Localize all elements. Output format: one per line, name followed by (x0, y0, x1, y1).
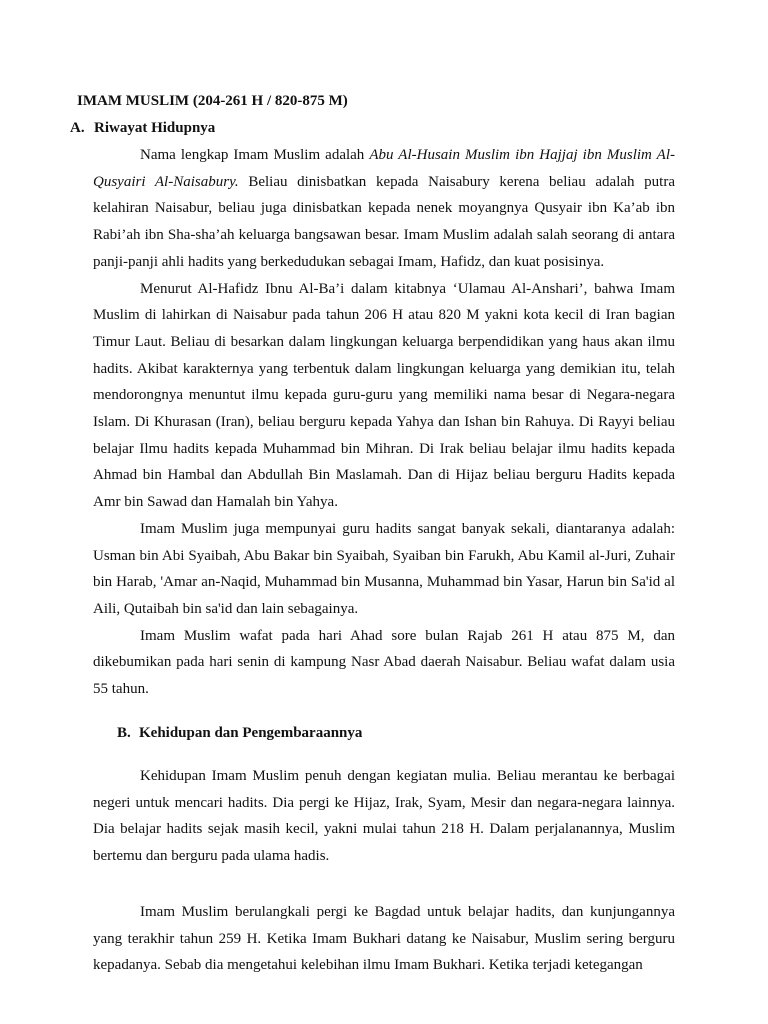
paragraph-b2: Imam Muslim berulangkali pergi ke Bagdad untuk belajar hadits, dan kunjungannya yang terakhir tahun 259 H. Ketika Imam Bukhari datang ke Naisabur, Muslim sering berguru kepadanya. Sebab dia mengetahui kelebihan ilmu Imam Bukhari. Ketika terjadi ketegangan (93, 904, 675, 974)
section-b-title: Kehidupan dan Pengembaraannya (139, 725, 363, 741)
section-a-body (93, 142, 675, 703)
section-b-body-2 (93, 899, 675, 979)
paragraph-b1: Kehidupan Imam Muslim penuh dengan kegiatan mulia. Beliau merantau ke berbagai negeri untuk mencari hadits. Dia pergi ke Hijaz, Irak, Syam, Mesir dan negara-negara lainnya. Dia belajar hadits sejak masih kecil, yakni mulai tahun 218 H. Dalam perjalanannya, Muslim bertemu dan berguru pada ulama hadis. (93, 768, 675, 865)
paragraph-a1 (93, 142, 675, 276)
section-a-heading (70, 120, 215, 137)
section-b-body-1 (93, 763, 675, 870)
paragraph-a3: Imam Muslim juga mempunyai guru hadits sangat banyak sekali, diantaranya adalah: Usman bin Abi Syaibah, Abu Bakar bin Syaibah, Syaiban bin Farukh, Abu Kamil al-Juri, Zuhair bin Harab, 'Amar an-Naqid, Muhammad bin Musanna, Muhammad bin Yasar, Harun bin Sa'id al Aili, Qutaibah bin sa'id dan lain sebagainya. (93, 520, 675, 617)
section-a-title: Riwayat Hidupnya (94, 120, 216, 136)
document-title: IMAM MUSLIM (204-261 H / 820-875 M) (77, 93, 348, 109)
section-b-heading (117, 725, 362, 742)
paragraph-a1-lead: Nama lengkap Imam Muslim adalah (140, 147, 370, 163)
paragraph-a1-fullname: Abu Al-Husain Muslim ibn Hajjaj ibn Muslim Al-Qusyairi Al-Naisabury. (93, 147, 675, 190)
section-a-number: A. (70, 120, 85, 136)
paragraph-a1-rest: Beliau dinisbatkan kepada Naisabury kerena beliau adalah putra kelahiran Naisabur, beliau juga dinisbatkan kepada nenek moyangnya Qusyair ibn Ka’ab ibn Rabi’ah ibn Sha-sha’ah keluarga bangsawan besar. Imam Muslim adalah salah seorang di antara panji-panji ahli hadits yang berkedudukan sebagai Imam, Hafidz, dan kuat posisinya. (93, 173, 676, 270)
section-b-number: B. (117, 725, 131, 741)
paragraph-a2: Menurut Al-Hafidz Ibnu Al-Ba’i dalam kitabnya ‘Ulamau Al-Anshari’, bahwa Imam Muslim di lahirkan di Naisabur pada tahun 206 H atau 820 M yakni kota kecil di Iran bagian Timur Laut. Beliau di besarkan dalam lingkungan keluarga berpendidikan yang haus akan ilmu hadits. Akibat karakternya yang terbentuk dalam lingkungan keluarga yang demikian itu, telah mendorongnya menuntut ilmu kepada guru-guru yang memiliki nama besar di Negara-negara Islam. Di Khurasan (Iran), beliau berguru kepada Yahya dan Ishan bin Rahuya. Di Rayyi beliau belajar Ilmu hadits kepada Muhammad bin Mihran. Di Irak beliau belajar ilmu hadits kepada Ahmad bin Hambal dan Abdullah Bin Maslamah. Dan di Hijaz beliau berguru Hadits kepada Amr bin Sawad dan Hamalah bin Yahya. (93, 280, 675, 511)
paragraph-a4: Imam Muslim wafat pada hari Ahad sore bulan Rajab 261 H atau 875 M, dan dikebumikan pada hari senin di kampung Nasr Abad daerah Naisabur. Beliau wafat dalam usia 55 tahun. (93, 627, 675, 698)
